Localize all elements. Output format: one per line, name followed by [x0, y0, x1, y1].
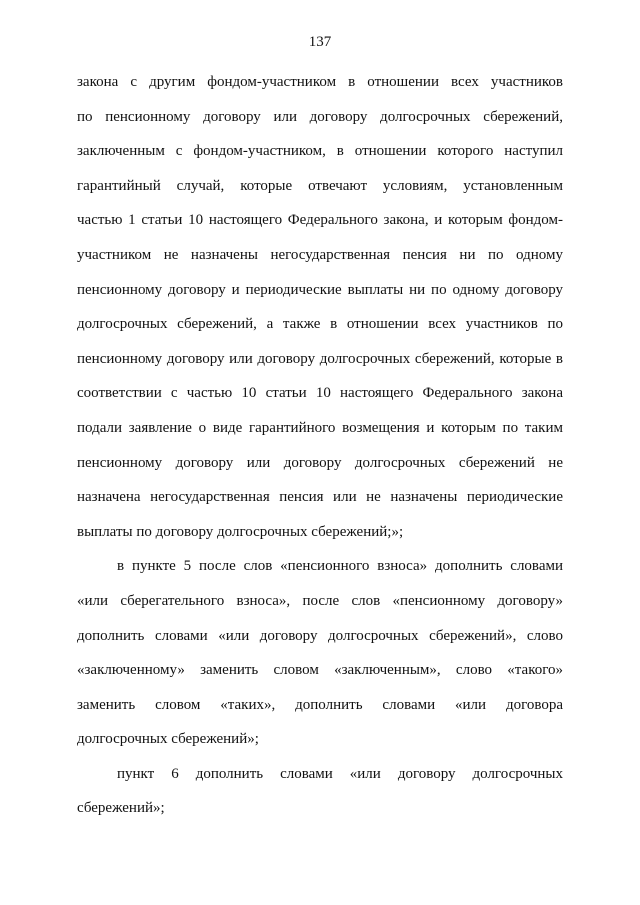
text-line: сбережений»;: [77, 800, 165, 817]
text-line: выплаты по договору долгосрочных сбережений;»;: [77, 523, 404, 540]
document-body: [77, 65, 563, 826]
paragraph-point-6: [77, 757, 563, 826]
text-line: пункт 6 дополнить словами «или договору долгосрочных: [117, 765, 563, 782]
text-line: соответствии с частью 10 статьи 10 настоящего Федерального закона: [77, 385, 563, 402]
paragraph-continuation: [77, 65, 563, 549]
text-line: долгосрочных сбережений»;: [77, 731, 259, 748]
text-line: «заключенному» заменить словом «заключенным», слово «такого»: [77, 662, 563, 679]
text-line: пенсионному договору и периодические выплаты ни по одному договору: [77, 281, 563, 298]
text-line: гарантийный случай, которые отвечают условиям, установленным: [77, 177, 563, 194]
text-line: участником не назначены негосударственная пенсия ни по одному: [77, 246, 563, 263]
text-line: заменить словом «таких», дополнить словами «или договора: [77, 696, 563, 713]
text-line: «или сберегательного взноса», после слов «пенсионному договору»: [77, 592, 563, 609]
text-line: закона с другим фондом-участником в отношении всех участников: [77, 74, 563, 90]
text-line: подали заявление о виде гарантийного возмещения и которым по таким: [77, 419, 563, 436]
text-line: пенсионному договору или договору долгосрочных сбережений не: [77, 454, 563, 471]
paragraph-point-5: [77, 549, 563, 757]
text-line: дополнить словами «или договору долгосрочных сбережений», слово: [77, 627, 563, 644]
text-line: долгосрочных сбережений, а также в отношении всех участников по: [77, 316, 563, 333]
text-line: по пенсионному договору или договору долгосрочных сбережений,: [77, 108, 563, 125]
text-line: заключенным с фондом-участником, в отношении которого наступил: [77, 143, 563, 160]
text-line: пенсионному договору или договору долгосрочных сбережений, которые в: [77, 350, 563, 367]
page-number: 137: [308, 34, 332, 50]
text-line: в пункте 5 после слов «пенсионного взноса» дополнить словами: [117, 558, 563, 575]
text-line: назначена негосударственная пенсия или не назначены периодические: [77, 489, 563, 506]
text-line: частью 1 статьи 10 настоящего Федерального закона, и которым фондом-: [77, 212, 563, 229]
